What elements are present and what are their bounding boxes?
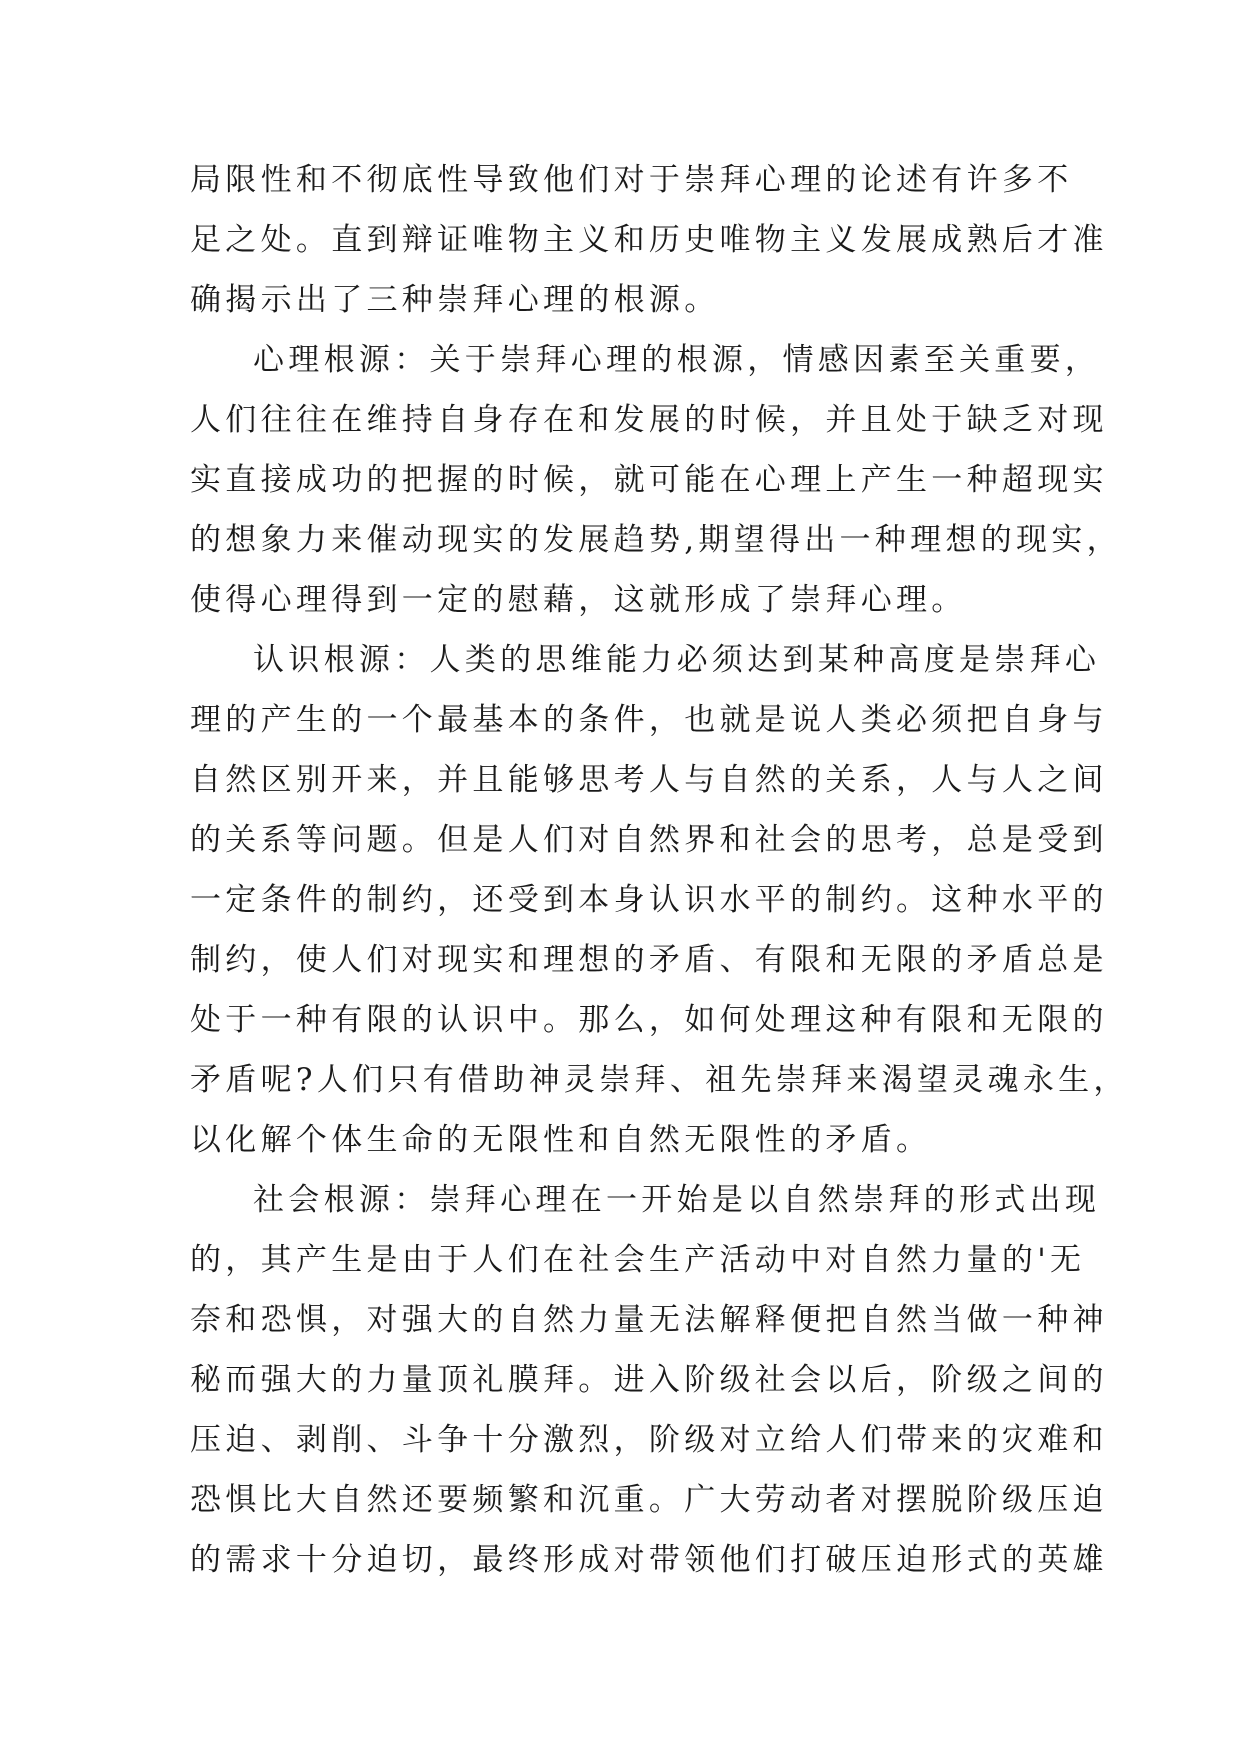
text-line: 制约，使人们对现实和理想的矛盾、有限和无限的矛盾总是	[190, 942, 1108, 978]
text-line: 一定条件的制约，还受到本身认识水平的制约。这种水平的	[190, 882, 1108, 918]
text-line: 压迫、剥削、斗争十分激烈，阶级对立给人们带来的灾难和	[190, 1422, 1108, 1458]
text-line: 足之处。直到辩证唯物主义和历史唯物主义发展成熟后才准	[190, 222, 1108, 258]
text-line: 的需求十分迫切，最终形成对带领他们打破压迫形式的英雄	[190, 1542, 1108, 1578]
paragraph-start-line: 认识根源：人类的思维能力必须达到某种高度是崇拜心	[253, 642, 1101, 678]
paragraph-start-line: 心理根源：关于崇拜心理的根源，情感因素至关重要，	[253, 342, 1101, 378]
text-line: 自然区别开来，并且能够思考人与自然的关系，人与人之间	[190, 762, 1108, 798]
text-line: 局限性和不彻底性导致他们对于崇拜心理的论述有许多不	[190, 162, 1073, 198]
text-line: 以化解个体生命的无限性和自然无限性的矛盾。	[190, 1122, 932, 1158]
text-line: 的想象力来催动现实的发展趋势,期望得出一种理想的现实，	[190, 522, 1122, 558]
text-line: 的关系等问题。但是人们对自然界和社会的思考，总是受到	[190, 822, 1108, 858]
text-line: 实直接成功的把握的时候，就可能在心理上产生一种超现实	[190, 462, 1108, 498]
text-line: 秘而强大的力量顶礼膜拜。进入阶级社会以后，阶级之间的	[190, 1362, 1108, 1398]
paragraph-start-line: 社会根源：崇拜心理在一开始是以自然崇拜的形式出现	[253, 1182, 1101, 1218]
text-line: 处于一种有限的认识中。那么，如何处理这种有限和无限的	[190, 1002, 1108, 1038]
text-line: 恐惧比大自然还要频繁和沉重。广大劳动者对摆脱阶级压迫	[190, 1482, 1108, 1518]
text-line: 确揭示出了三种崇拜心理的根源。	[190, 282, 720, 318]
text-line: 矛盾呢?人们只有借助神灵崇拜、祖先崇拜来渴望灵魂永生，	[190, 1062, 1129, 1098]
text-line: 理的产生的一个最基本的条件，也就是说人类必须把自身与	[190, 702, 1108, 738]
text-line: 的，其产生是由于人们在社会生产活动中对自然力量的'无	[190, 1242, 1086, 1278]
text-line: 人们往往在维持自身存在和发展的时候，并且处于缺乏对现	[190, 402, 1108, 438]
text-line: 奈和恐惧，对强大的自然力量无法解释便把自然当做一种神	[190, 1302, 1108, 1338]
text-line: 使得心理得到一定的慰藉，这就形成了崇拜心理。	[190, 582, 967, 618]
